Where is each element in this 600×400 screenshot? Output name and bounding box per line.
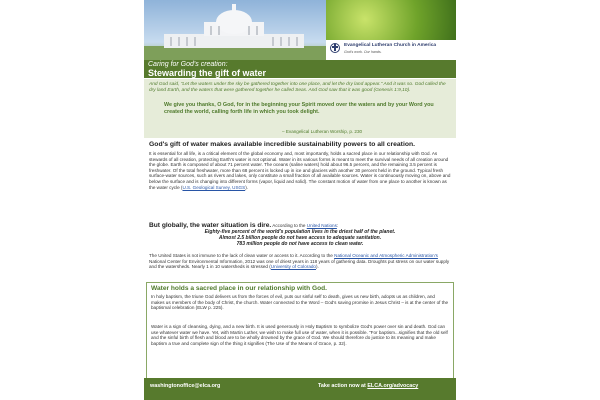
dire-end: : xyxy=(336,223,339,228)
noaa-link[interactable]: National Oceanic and Atmospheric Administration's xyxy=(334,253,438,258)
dire-text: According to the xyxy=(271,223,307,228)
title-bar xyxy=(144,60,456,78)
fact-sheet xyxy=(144,0,456,400)
dire-line xyxy=(149,222,451,229)
stat-line: Almost 2.5 billion people do not have access to adequate sanitation. xyxy=(218,235,382,241)
water-facts-end: ). xyxy=(245,184,248,190)
dire-heading: But globally, the water situation is dire. xyxy=(149,222,272,229)
capitol-photo xyxy=(144,0,326,60)
cross-logo-icon xyxy=(330,43,340,53)
prayer-text: We give you thanks, O God, for in the beginning your Spirit moved over the waters and by your Word you created the world, calling forth life in which you took delight. xyxy=(164,102,434,115)
org-tagline: God's work. Our hands. xyxy=(344,50,382,54)
page-title: Stewarding the gift of water xyxy=(148,68,267,78)
cta-text: Take action now at xyxy=(318,383,368,389)
us-water-text: The United States is not immune to the lack of clean water or access to it. According to the xyxy=(149,253,335,258)
usgs-link[interactable]: U.S. Geological Survey, USGS xyxy=(182,184,246,190)
sacred-water-heading: Water holds a sacred place in our relationship with God. xyxy=(151,285,327,292)
section-headline: God's gift of water makes available incredible sustainability powers to all creation. xyxy=(149,141,416,148)
prayer-citation: – Evangelical Lutheran Worship, p. 230 xyxy=(282,129,363,134)
university-colorado-link[interactable]: University of Colorado xyxy=(270,264,316,270)
org-name: Evangelical Lutheran Church in America xyxy=(344,43,437,48)
stat-line: Eighty-five percent of the world's population lives in the driest half of the planet. xyxy=(204,229,396,235)
water-facts-paragraph xyxy=(149,151,451,190)
call-to-action xyxy=(318,383,418,389)
advocacy-link[interactable]: ELCA.org/advocacy xyxy=(367,383,419,389)
elca-logo[interactable] xyxy=(326,40,456,60)
title-subtitle: Caring for God's creation: xyxy=(148,61,228,68)
footer-bar xyxy=(144,378,456,400)
cleansing-paragraph: Water is a sign of cleansing, dying, and a new birth. It is used generously in Holy Baptism to symbolize God's power over sin and death. God can use whatever water we have. Yet, with Martin Luther, we wish to make full use of water, when it is possible. "For baptism...signifies that the old self and the sinful birth of flesh and blood are to be wholly drowned by the grace of God. We should therefore do justice to its meaning and make baptism a true and complete sign of the thing it signifies (The Use of the Means of Grace, p. 32). xyxy=(151,324,448,346)
us-water-end: ). xyxy=(316,264,319,270)
genesis-quote: And God said, "Let the waters under the sky be gathered together into one place, and let the dry land appear." And it was so. God called the dry land Earth, and the waters that were gathered together he called Seas. And God saw that it was good (Genesis 1:9,10). xyxy=(149,82,446,93)
global-stats xyxy=(149,229,451,247)
contact-email[interactable]: washingtonoffice@elca.org xyxy=(150,383,221,389)
water-facts-text: It is essential for all life, is a critical element of the global economy and, most importantly, holds a sacred place in our relationship with God. As stewards of all creation, protecting Earth's water is not optional. Water in its various forms is meant to meet the survival needs of all creation around the globe. Earth is composed of about 71 percent water. The oceans (saline waters) hold about 96.5 percent, and the remaining 3.5 percent is freshwater. Of the total freshwater, more than 68 percent is locked up in ice and glaciers with another 30 percent held in the ground. Typical fresh surface-water sources, such as rivers and lakes, only constitute a small fraction of all available sources. Water is continuously moving on, above and below the surface and is changing into different forms (vapor, liquid and solid). The constant motion of water from one place to another is known as the water cycle ( xyxy=(149,151,451,190)
header-banner xyxy=(144,0,456,60)
baptism-paragraph: In holy baptism, the triune God delivers us from the forces of evil, puts our sinful self to death, gives us new birth, adopts us as children, and makes us members of the body of Christ, the church. Water connected to the Word – God's saving promise in Jesus Christ – is at the center of the baptismal celebration (ELW p. 225). xyxy=(151,294,449,311)
sacred-water-section xyxy=(146,282,454,382)
us-water-mid: National Center for Environmental Information, 2012 was one of driest years in 118 years of gathering data. Droughts put stress on our water supply and the watersheds. Nearly 1 in 10 watersheds is stressed ( xyxy=(149,258,450,270)
stat-line: 783 million people do not have access to clean water. xyxy=(236,241,364,247)
united-nations-link[interactable]: United Nations xyxy=(306,223,337,228)
us-water-paragraph xyxy=(149,253,451,270)
capitol-building-illustration xyxy=(144,0,326,60)
scripture-box xyxy=(144,79,456,138)
